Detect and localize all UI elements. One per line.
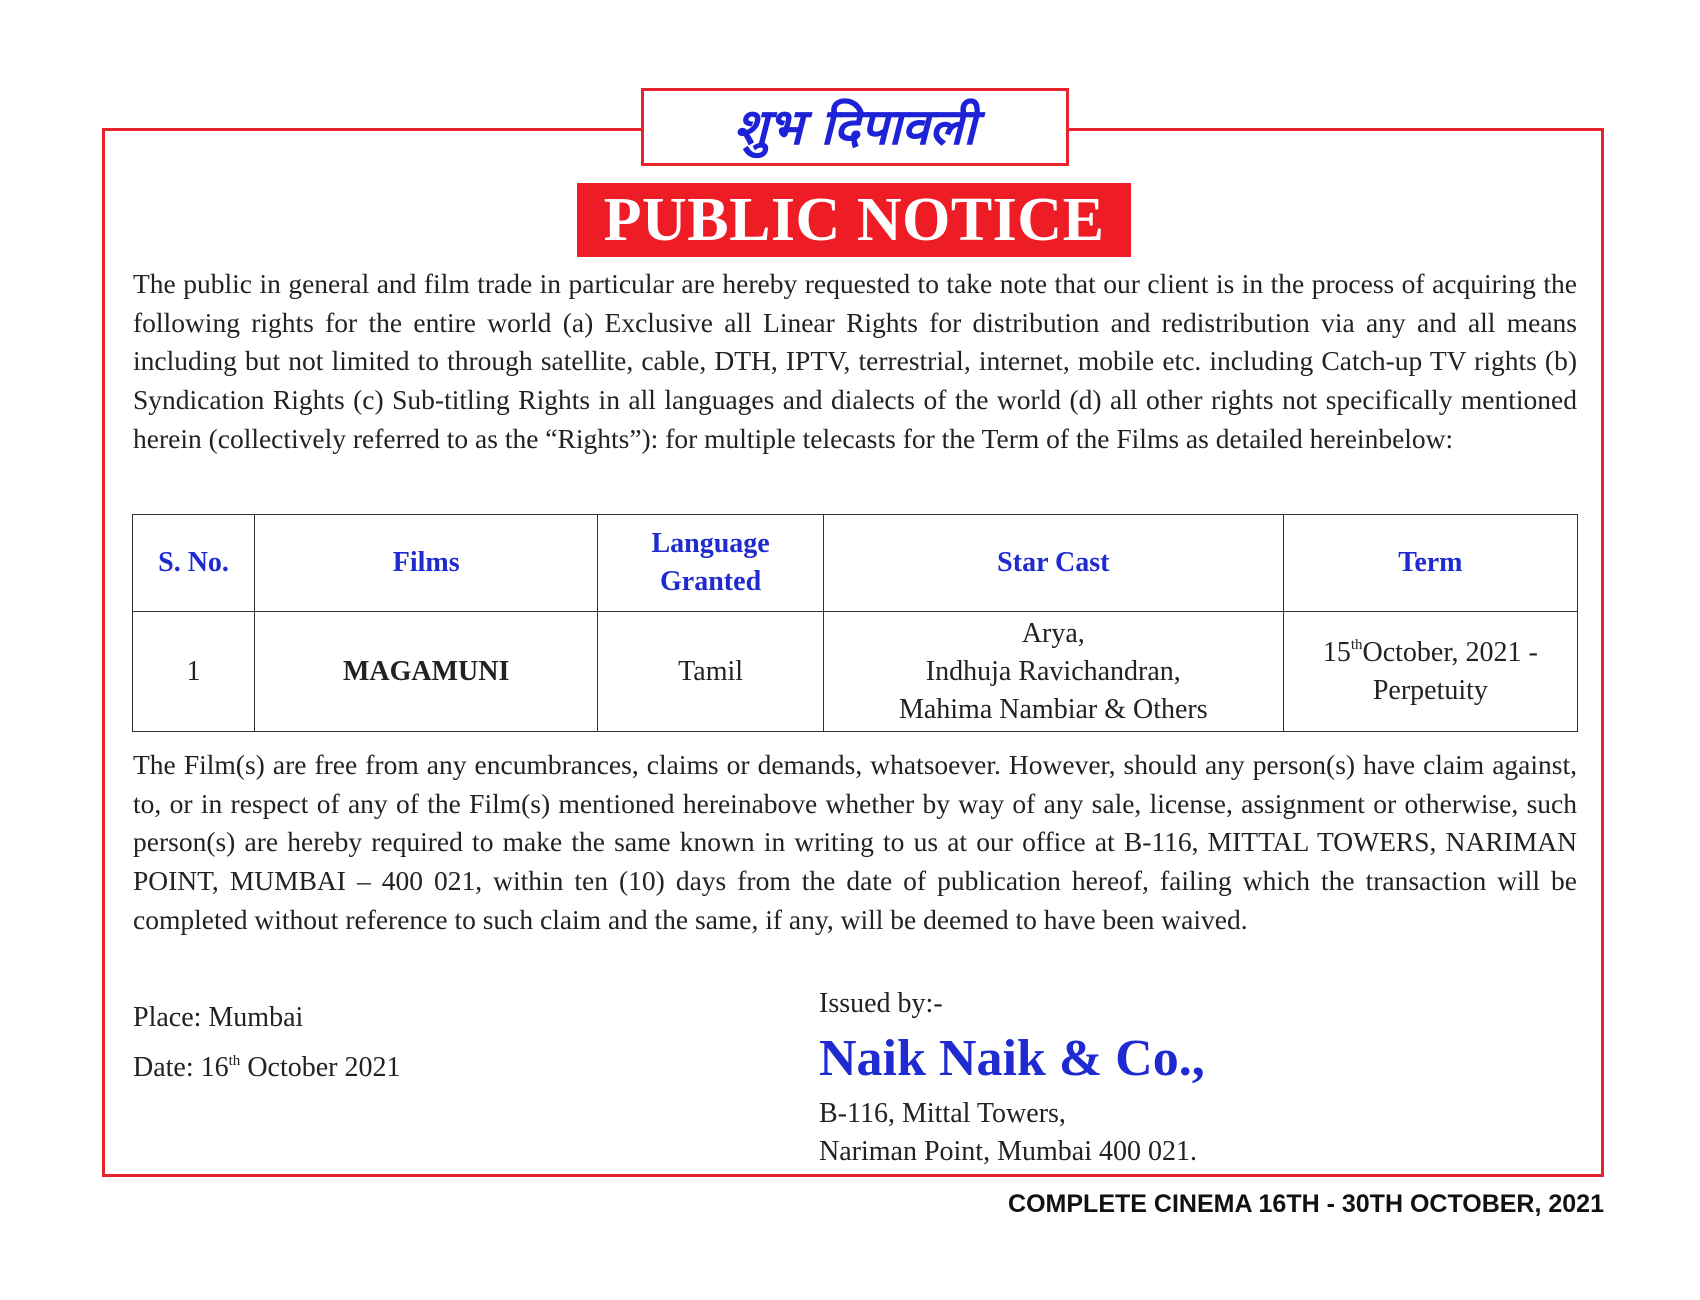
header-cast: Star Cast [823, 515, 1283, 612]
cell-sno: 1 [133, 612, 255, 732]
header-sno: S. No. [133, 515, 255, 612]
cast-line-2: Indhuja Ravichandran, [925, 655, 1181, 687]
greeting-text: शुभ दिपावली [733, 98, 977, 156]
films-table [132, 514, 1578, 732]
header-term: Term [1283, 515, 1577, 612]
header-language [598, 515, 824, 612]
term-rest: October, 2021 - [1362, 636, 1538, 668]
cell-cast [823, 612, 1283, 732]
disclaimer-paragraph: The Film(s) are free from any encumbrances, claims or demands, whatsoever. However, should any person(s) have claim against, to, or in respect of any of the Film(s) mentioned hereinabove whether by way of any sale, license, assignment or otherwise, such person(s) are hereby required to make the same known in writing to us at our office at B-116, MITTAL TOWERS, NARIMAN POINT, MUMBAI – 400 021, within ten (10) days from the date of publication hereof, failing which the transaction will be completed without reference to such claim and the same, if any, will be deemed to have been waived. [133, 749, 1577, 935]
issuer-name: Naik Naik & Co., [819, 1030, 1205, 1087]
cell-term [1283, 612, 1577, 732]
date-prefix: Date: 16 [133, 1052, 229, 1083]
term-day-suffix: th [1350, 637, 1363, 654]
place-text: Place: Mumbai [133, 1002, 304, 1033]
intro-paragraph: The public in general and film trade in particular are hereby requested to take note that our client is in the process of acquiring the following rights for the entire world (a) Exclusive all Linear Rights for distribution and redistribution via any and all means including but not limited to through satellite, cable, DTH, IPTV, terrestrial, internet, mobile etc. including Catch-up TV rights (b) Syndication Rights (c) Sub-titling Rights in all languages and dialects of the world (d) all other rights not specifically mentioned herein (collectively referred to as the “Rights”): for multiple telecasts for the Term of the Films as detailed hereinbelow: [133, 268, 1577, 454]
issuer-address-line-1: B-116, Mittal Towers, [819, 1098, 1066, 1129]
cell-film: MAGAMUNI [255, 612, 598, 732]
date-rest: October 2021 [240, 1052, 401, 1083]
issued-by-label: Issued by:- [819, 988, 943, 1019]
cast-line-1: Arya, [1021, 617, 1085, 649]
publication-footer: COMPLETE CINEMA 16TH - 30TH OCTOBER, 2021 [1008, 1190, 1604, 1218]
cell-language: Tamil [598, 612, 824, 732]
header-films: Films [255, 515, 598, 612]
greeting-banner [641, 88, 1069, 166]
date-suffix: th [228, 1052, 241, 1069]
issuer-address-line-2: Nariman Point, Mumbai 400 021. [819, 1136, 1197, 1167]
table-row [133, 612, 1578, 732]
cast-line-3: Mahima Nambiar & Others [898, 693, 1208, 725]
header-language-line1: Language [651, 528, 770, 559]
table-header-row [133, 515, 1578, 612]
page-title: PUBLIC NOTICE [603, 186, 1105, 254]
title-banner [577, 183, 1131, 257]
header-language-line2: Granted [660, 566, 762, 597]
term-line-2: Perpetuity [1372, 674, 1488, 706]
date-text [133, 1054, 401, 1082]
term-day: 15 [1322, 636, 1351, 668]
